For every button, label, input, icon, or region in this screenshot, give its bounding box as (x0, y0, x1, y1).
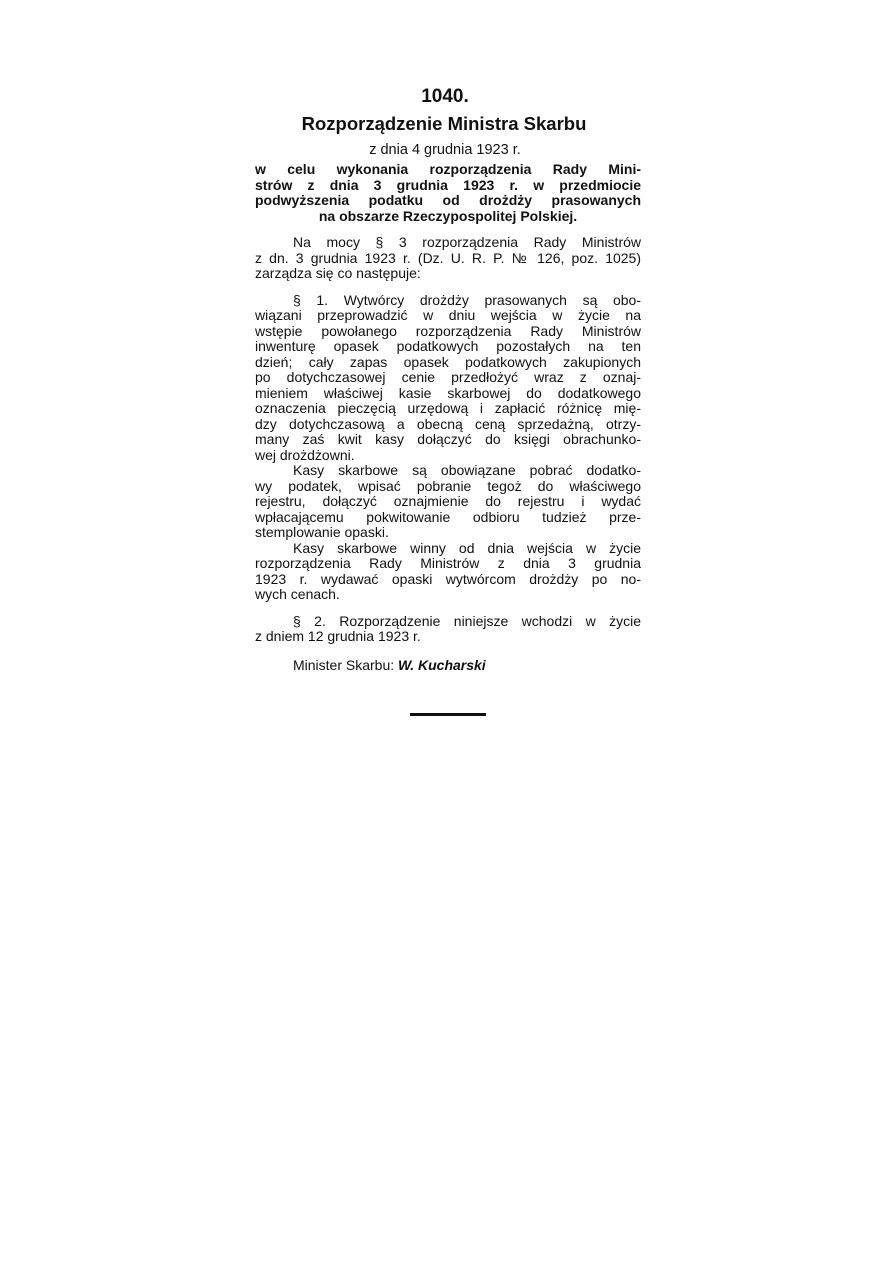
text-line: zarządza się co następuje: (255, 266, 421, 281)
act-body (255, 224, 641, 645)
text-line: many zaś kwit kasy dołączyć do księgi obrachunko- (255, 432, 641, 447)
text-line: wej drożdżowni. (255, 447, 355, 463)
closing-rule (410, 713, 486, 716)
text-line: dzień; cały zapas opasek podatkowych zakupionych (255, 354, 641, 370)
text-line: po dotychczasowej cenie przedłożyć wraz z oznaj- (255, 370, 641, 385)
text-line: wy podatek, wpisać pobranie tegoż do właściwego (255, 478, 641, 494)
text-line: Kasy skarbowe są obowiązane pobrać dodatko- (293, 463, 641, 478)
text-line: mieniem właściwej kasie skarbowej do dodatkowego (255, 385, 641, 401)
subtitle-line: strów z dnia 3 grudnia 1923 r. w przedmiocie (255, 177, 641, 193)
text-line: § 1. Wytwórcy drożdży prasowanych są obo- (293, 292, 641, 308)
text-line: wych cenach. (255, 587, 340, 602)
text-line: Kasy skarbowe winny od dnia wejścia w życie (293, 540, 641, 556)
text-line: stemplowanie opaski. (255, 525, 389, 540)
text-line: wpłacającemu pokwitowanie odbioru tudzież prze- (255, 509, 641, 525)
text-line: rozporządzenia Rady Ministrów z dnia 3 grudnia (255, 556, 641, 571)
act-date: z dnia 4 grudnia 1923 r. (369, 142, 521, 158)
paragraph (255, 541, 641, 603)
document-page (255, 84, 641, 674)
text-line: z dniem 12 grudnia 1923 r. (255, 629, 421, 644)
text-line: oznaczenia pieczęcią urzędową i zapłacić różnicę mię- (255, 401, 641, 416)
text-line: 1923 r. wydawać opaski wytwórcom drożdży po no- (255, 571, 641, 587)
text-line: wiązani przeprowadzić w dniu wejścia w życie na (255, 308, 641, 323)
text-line: rejestru, dołączyć oznajmienie do rejestru i wydać (255, 494, 641, 509)
paragraph (255, 614, 641, 645)
subtitle-line: podwyższenia podatku od drożdży prasowanych (255, 193, 641, 208)
act-subtitle (255, 162, 641, 224)
act-number: 1040. (421, 86, 469, 107)
paragraph (255, 235, 641, 282)
text-line: inwenturę opasek podatkowych pozostałych na ten (255, 339, 641, 354)
paragraph (255, 293, 641, 464)
subtitle-line: w celu wykonania rozporządzenia Rady Mini- (255, 162, 641, 177)
text-line: § 2. Rozporządzenie niniejsze wchodzi w życie (293, 613, 641, 629)
signature (255, 656, 641, 674)
subtitle-line: na obszarze Rzeczypospolitej Polskiej. (318, 208, 578, 224)
text-line: Na mocy § 3 rozporządzenia Rady Ministrów (293, 235, 641, 250)
paragraph (255, 463, 641, 541)
signature-label: Minister Skarbu: (293, 656, 395, 673)
signature-name: W. Kucharski (398, 656, 486, 673)
text-line: dzy dotychczasową a obecną ceną sprzedażną, otrzy- (255, 416, 641, 432)
text-line: wstępie powołanego rozporządzenia Rady Ministrów (255, 323, 641, 339)
text-line: z dn. 3 grudnia 1923 r. (Dz. U. R. P. № 126, poz. 1025) (255, 250, 641, 266)
act-title: Rozporządzenie Ministra Skarbu (301, 113, 587, 134)
